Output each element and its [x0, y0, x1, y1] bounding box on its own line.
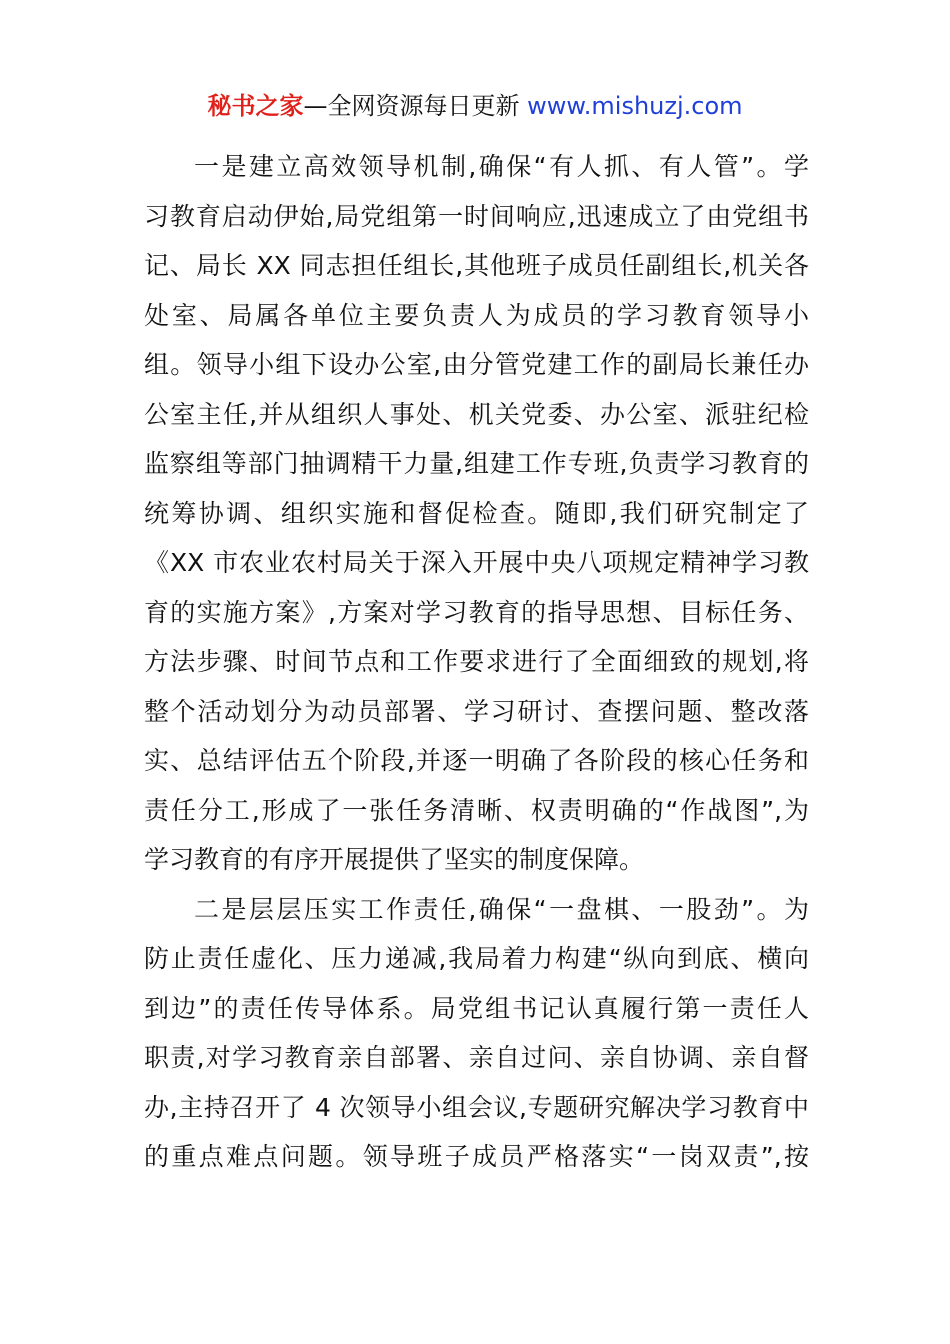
- text-line: 处室、局属各单位主要负责人为成员的学习教育领导小: [144, 300, 809, 330]
- text-line: 学习教育的有序开展提供了坚实的制度保障。: [144, 845, 645, 874]
- text-line: 习教育启动伊始,局党组第一时间响应,迅速成立了由党组书: [144, 201, 809, 231]
- text-line: 《XX 市农业农村局关于深入开展中央八项规定精神学习教: [144, 548, 809, 577]
- text-line: 整个活动划分为动员部署、学习研讨、查摆问题、整改落: [144, 696, 809, 726]
- text-line: 方法步骤、时间节点和工作要求进行了全面细致的规划,将: [144, 647, 809, 676]
- text-line: 责任分工,形成了一张任务清晰、权责明确的“作战图”,为: [144, 795, 809, 825]
- text-line: 的重点难点问题。领导班子成员严格落实“一岗双责”,按: [144, 1142, 809, 1171]
- text-line: 办,主持召开了 4 次领导小组会议,专题研究解决学习教育中: [144, 1092, 809, 1122]
- text-line: 实、总结评估五个阶段,并逐一明确了各阶段的核心任务和: [144, 746, 809, 775]
- site-url-link[interactable]: www.mishuzj.com: [527, 92, 743, 120]
- text-line: 二是层层压实工作责任,确保“一盘棋、一股劲”。为: [194, 894, 809, 924]
- text-line: 记、局长 XX 同志担任组长,其他班子成员任副组长,机关各: [144, 251, 809, 280]
- text-line: 统筹协调、组织实施和督促检查。随即,我们研究制定了: [144, 498, 809, 528]
- header-tagline: —全网资源每日更新: [303, 92, 528, 120]
- text-line: 组。领导小组下设办公室,由分管党建工作的副局长兼任办: [144, 350, 809, 379]
- site-brand: 秘书之家: [207, 92, 304, 120]
- text-line: 监察组等部门抽调精干力量,组建工作专班,负责学习教育的: [144, 449, 809, 478]
- text-line: 公室主任,并从组织人事处、机关党委、办公室、派驻纪检: [144, 399, 809, 429]
- text-line: 到边”的责任传导体系。局党组书记认真履行第一责任人: [144, 993, 809, 1023]
- document-body: [144, 142, 809, 1182]
- paragraph-1: [144, 142, 809, 885]
- text-line: 职责,对学习教育亲自部署、亲自过问、亲自协调、亲自督: [144, 1043, 809, 1072]
- text-line: 防止责任虚化、压力递减,我局着力构建“纵向到底、横向: [144, 944, 809, 973]
- paragraph-2: [144, 885, 809, 1182]
- text-line: 一是建立高效领导机制,确保“有人抓、有人管”。学: [194, 152, 809, 181]
- text-line: 育的实施方案》,方案对学习教育的指导思想、目标任务、: [144, 597, 809, 627]
- page-header: [0, 90, 950, 122]
